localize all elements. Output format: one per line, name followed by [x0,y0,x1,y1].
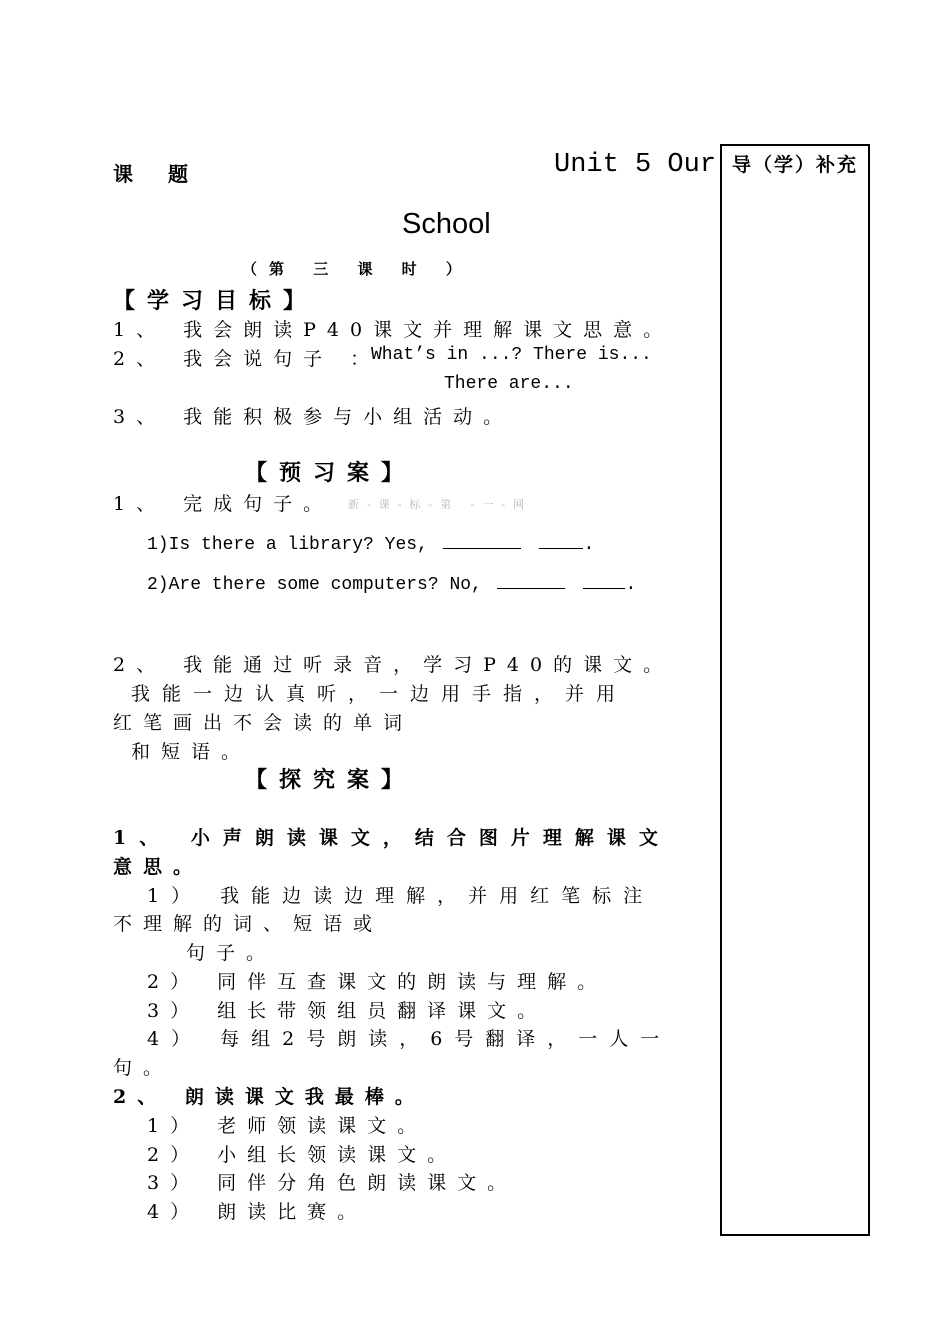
preview-heading: 【预习案】 [245,460,416,486]
unit-title-line2: School [402,208,491,240]
unit-title-line1: Unit 5 Our [554,150,717,180]
watermark: 新-课-标-第 -一-网 [348,498,533,511]
preview-task-2-line4: 和短语。 [131,741,252,763]
goal-item-3: 3、 我能积极参与小组活动。 [113,406,514,428]
preview-task-2-line3: 红笔画出不会读的单词 [113,712,414,734]
explore-step-1-item-4-line2: 句。 [113,1057,174,1079]
question-1: 1)Is there a library? Yes, . [147,532,594,555]
answer-blank[interactable] [443,532,521,549]
question-2: 2)Are there some computers? No, . [147,572,636,595]
explore-step-1-item-1-line2: 不理解的词、短语或 [113,913,384,935]
preview-task-2-line2: 我能一边认真听，一边用手指，并用 [131,683,628,705]
explore-step-1-item-4: 4） 每组2号朗读，6号翻译，一人一 [147,1028,672,1050]
preview-task-1: 1、 完成句子。 [113,493,334,515]
lesson-label: （第 三 课 时 ） [242,260,473,278]
goal-item-2-sentence: What’s in ...? There is... [371,345,652,365]
explore-step-1: 1、 小声朗读课文，结合图片理解课文 [113,827,671,849]
answer-blank[interactable] [497,572,565,589]
explore-step-2-item-3: 3） 同伴分角色朗读课文。 [147,1172,518,1194]
side-notes-box [720,144,870,1236]
goals-heading: 【学习目标】 [113,288,318,314]
goal-item-2-sentence-b: There are... [444,374,574,394]
explore-step-2-item-2: 2） 小组长领读课文。 [147,1144,458,1166]
explore-heading: 【探究案】 [245,767,416,793]
question-1-text: 1)Is there a library? Yes, [147,535,428,555]
explore-step-1-item-1-line3: 句子。 [186,942,277,964]
answer-blank[interactable] [539,532,583,549]
explore-step-1-item-2: 2） 同伴互查课文的朗读与理解。 [147,971,608,993]
goal-item-1: 1、 我会朗读P40课文并理解课文思意。 [113,319,674,341]
answer-blank[interactable] [583,572,625,589]
explore-step-2-item-4: 4） 朗读比赛。 [147,1201,368,1223]
explore-step-1-item-1: 1） 我能边读边理解，并用红笔标注 [147,885,655,907]
explore-step-1-line2: 意思。 [113,856,204,878]
explore-step-2-item-1: 1） 老师领读课文。 [147,1115,428,1137]
header-label: 课 题 [113,162,202,186]
explore-step-2: 2、 朗读课文我最棒。 [113,1086,425,1108]
goal-item-2: 2、 我会说句子 ： [113,348,381,370]
side-notes-title: 导（学）补充 [732,154,859,176]
preview-task-2: 2、 我能通过听录音，学习P40的课文。 [113,654,674,676]
question-2-text: 2)Are there some computers? No, [147,575,482,595]
explore-step-1-item-3: 3） 组长带领组员翻译课文。 [147,1000,548,1022]
